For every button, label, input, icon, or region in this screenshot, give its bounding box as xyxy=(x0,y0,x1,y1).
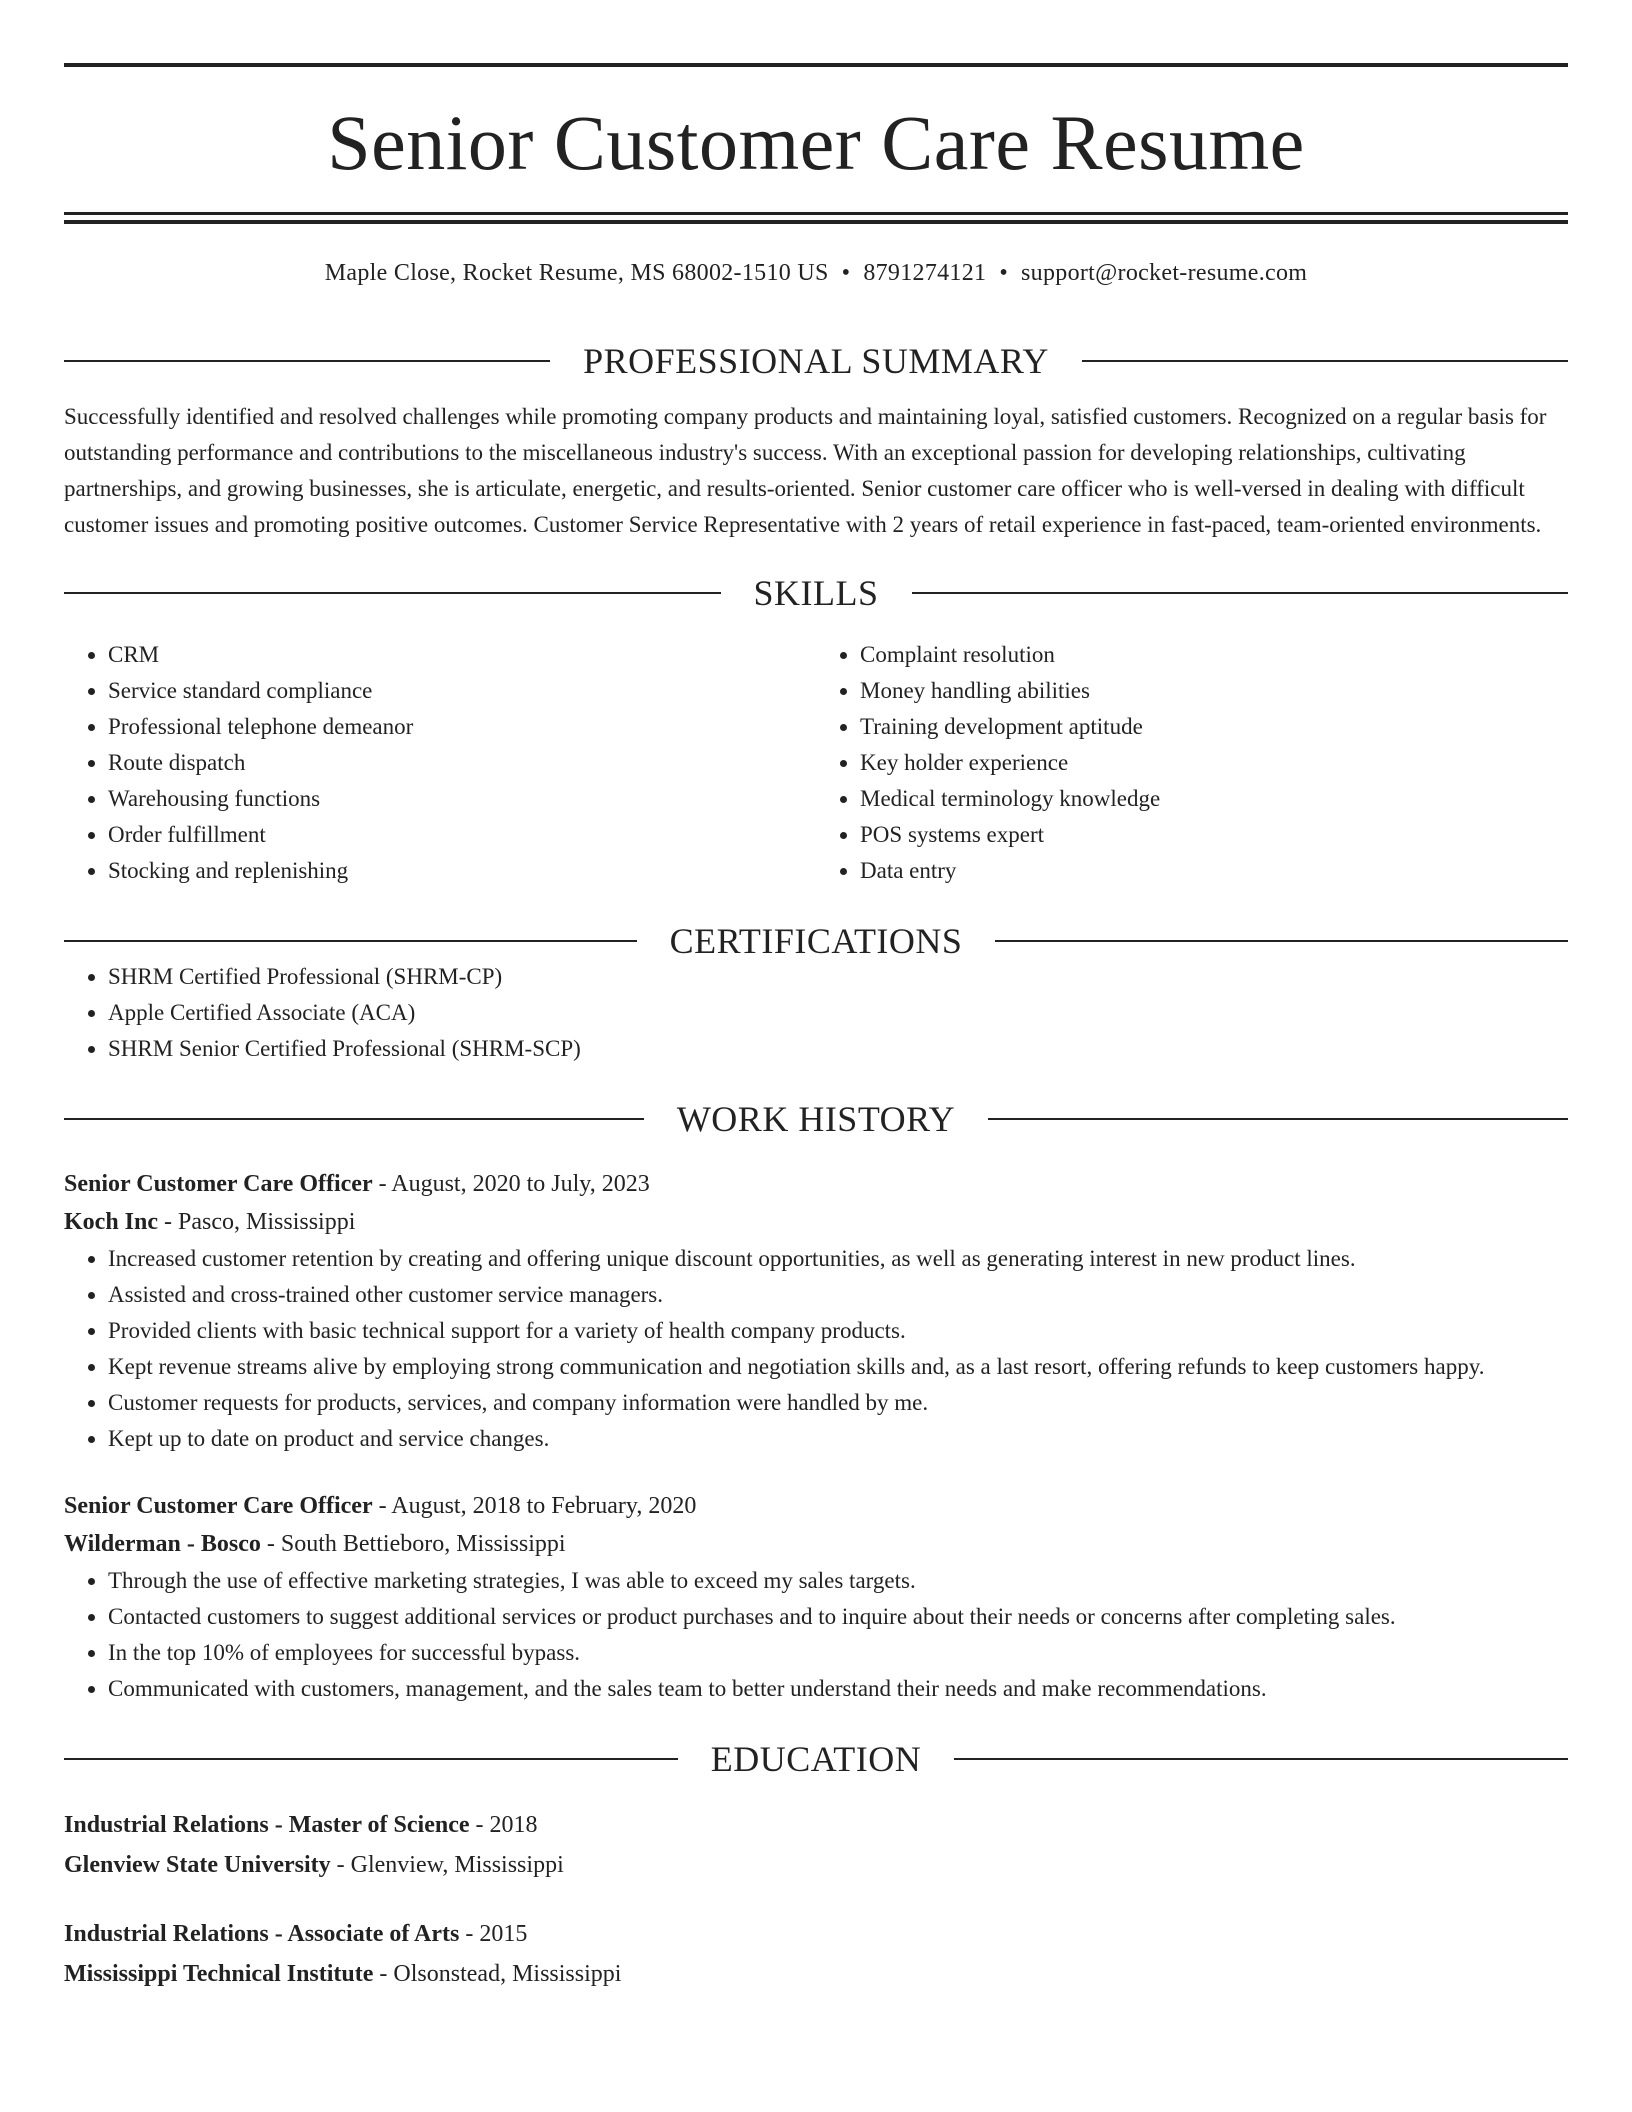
top-rule xyxy=(64,63,1568,67)
skill-item: • Professional telephone demeanor xyxy=(108,709,816,745)
education-entry xyxy=(64,1805,1568,1885)
job-duty: • Contacted customers to suggest additional services or product purchases and to inquire about their needs or concerns after completing sales. xyxy=(108,1599,1568,1635)
title-double-rule xyxy=(64,212,1568,224)
education-heading-label: EDUCATION xyxy=(710,1739,922,1780)
skill-item: • Training development aptitude xyxy=(860,709,1568,745)
job-duty: • Kept revenue streams alive by employing strong communication and negotiation skills and, as a last resort, offering refunds to keep customers happy. xyxy=(108,1349,1568,1385)
skill-item: • Route dispatch xyxy=(108,745,816,781)
education-entry xyxy=(64,1914,1568,1994)
work-history-heading xyxy=(64,1099,1568,1140)
education-school: Mississippi Technical Institute xyxy=(64,1961,374,1988)
job-dates: - August, 2018 to February, 2020 xyxy=(372,1493,697,1520)
skill-item: • Money handling abilities xyxy=(860,673,1568,709)
education-school: Glenview State University xyxy=(64,1852,331,1879)
job-entry xyxy=(64,1487,1568,1707)
education-location: - Olsonstead, Mississippi xyxy=(373,1961,622,1988)
job-title: Senior Customer Care Officer xyxy=(64,1493,373,1520)
heading-rule-right xyxy=(988,1118,1568,1120)
job-title-line xyxy=(64,1487,1568,1525)
summary-text: Successfully identified and resolved challenges while promoting company products and maintaining loyal, satisfied customers. Recognized on a regular basis for outstanding performance and contributions to the miscellaneous industry's success. With an exceptional passion for developing relationships, cultivating partnerships, and growing businesses, she is articulate, energetic, and results-oriented. Senior customer care officer who is well-versed in dealing with difficult customer issues and promoting positive outcomes. Customer Service Representative with 2 years of retail experience in fast-paced, team-oriented environments. xyxy=(64,404,1547,538)
education-degree: Industrial Relations - Associate of Arts xyxy=(64,1921,460,1948)
job-company: Koch Inc xyxy=(64,1209,159,1236)
job-location: - South Bettieboro, Mississippi xyxy=(260,1531,566,1558)
job-title: Senior Customer Care Officer xyxy=(64,1171,373,1198)
skill-item: • Complaint resolution xyxy=(860,637,1568,673)
job-duty: • Increased customer retention by creating and offering unique discount opportunities, as well as generating interest in new product lines. xyxy=(108,1241,1568,1277)
certification-item: • Apple Certified Associate (ACA) xyxy=(108,995,1568,1031)
skill-item: • POS systems expert xyxy=(860,817,1568,853)
education-location: - Glenview, Mississippi xyxy=(330,1852,564,1879)
skill-item: • Stocking and replenishing xyxy=(108,853,816,889)
skill-item: • Data entry xyxy=(860,853,1568,889)
job-duty: • Assisted and cross-trained other customer service managers. xyxy=(108,1277,1568,1313)
job-company-line xyxy=(64,1525,1568,1563)
job-duties-list xyxy=(64,1563,1568,1707)
job-company: Wilderman - Bosco xyxy=(64,1531,261,1558)
education-degree-line xyxy=(64,1805,1568,1845)
contact-email[interactable]: support@rocket-resume.com xyxy=(1021,260,1308,286)
job-dates: - August, 2020 to July, 2023 xyxy=(372,1171,650,1198)
certifications-heading-label: CERTIFICATIONS xyxy=(669,921,963,962)
certification-item: • SHRM Certified Professional (SHRM-CP) xyxy=(108,959,1568,995)
job-duty: • In the top 10% of employees for successful bypass. xyxy=(108,1635,1568,1671)
education-school-line xyxy=(64,1845,1568,1885)
contact-separator: • xyxy=(999,260,1009,286)
certifications-list xyxy=(64,959,1568,1067)
skill-item: • CRM xyxy=(108,637,816,673)
contact-line xyxy=(64,258,1568,289)
skill-item: • Service standard compliance xyxy=(108,673,816,709)
skills-columns xyxy=(64,637,1568,889)
job-duty: • Communicated with customers, management, and the sales team to better understand their needs and make recommendations. xyxy=(108,1671,1568,1707)
education-school-line xyxy=(64,1954,1568,1994)
skills-heading-label: SKILLS xyxy=(753,573,879,614)
contact-separator: • xyxy=(841,260,851,286)
certifications-heading xyxy=(64,921,1568,962)
contact-address: Maple Close, Rocket Resume, MS 68002-1510 US xyxy=(324,260,829,286)
skills-list-left xyxy=(64,637,816,889)
education-degree-line xyxy=(64,1914,1568,1954)
job-title-line xyxy=(64,1165,1568,1203)
job-company-line xyxy=(64,1203,1568,1241)
heading-rule-right xyxy=(954,1758,1568,1760)
heading-rule-left xyxy=(64,1118,644,1120)
heading-rule-right xyxy=(995,940,1568,942)
skills-list-right xyxy=(816,637,1568,889)
job-duty: • Provided clients with basic technical support for a variety of health company products. xyxy=(108,1313,1568,1349)
work-history-heading-label: WORK HISTORY xyxy=(676,1099,956,1140)
education-year: - 2015 xyxy=(459,1921,528,1948)
heading-rule-right xyxy=(912,592,1569,594)
certification-item: • SHRM Senior Certified Professional (SHRM-SCP) xyxy=(108,1031,1568,1067)
skill-item: • Key holder experience xyxy=(860,745,1568,781)
heading-rule-left xyxy=(64,940,637,942)
summary-heading xyxy=(64,341,1568,382)
heading-rule-left xyxy=(64,360,550,362)
job-duty: • Customer requests for products, services, and company information were handled by me. xyxy=(108,1385,1568,1421)
heading-rule-left xyxy=(64,592,721,594)
education-year: - 2018 xyxy=(469,1812,538,1839)
job-duty: • Through the use of effective marketing strategies, I was able to exceed my sales targets. xyxy=(108,1563,1568,1599)
resume-title: Senior Customer Care Resume xyxy=(327,99,1305,186)
contact-phone[interactable]: 8791274121 xyxy=(863,260,987,286)
heading-rule-left xyxy=(64,1758,678,1760)
education-heading xyxy=(64,1739,1568,1780)
job-duty: • Kept up to date on product and service changes. xyxy=(108,1421,1568,1457)
summary-heading-label: PROFESSIONAL SUMMARY xyxy=(583,341,1049,382)
skill-item: • Warehousing functions xyxy=(108,781,816,817)
job-duties-list xyxy=(64,1241,1568,1457)
skills-heading xyxy=(64,573,1568,614)
job-entry xyxy=(64,1165,1568,1457)
skill-item: • Medical terminology knowledge xyxy=(860,781,1568,817)
job-location: - Pasco, Mississippi xyxy=(158,1209,356,1236)
skill-item: • Order fulfillment xyxy=(108,817,816,853)
education-degree: Industrial Relations - Master of Science xyxy=(64,1812,470,1839)
heading-rule-right xyxy=(1082,360,1568,362)
